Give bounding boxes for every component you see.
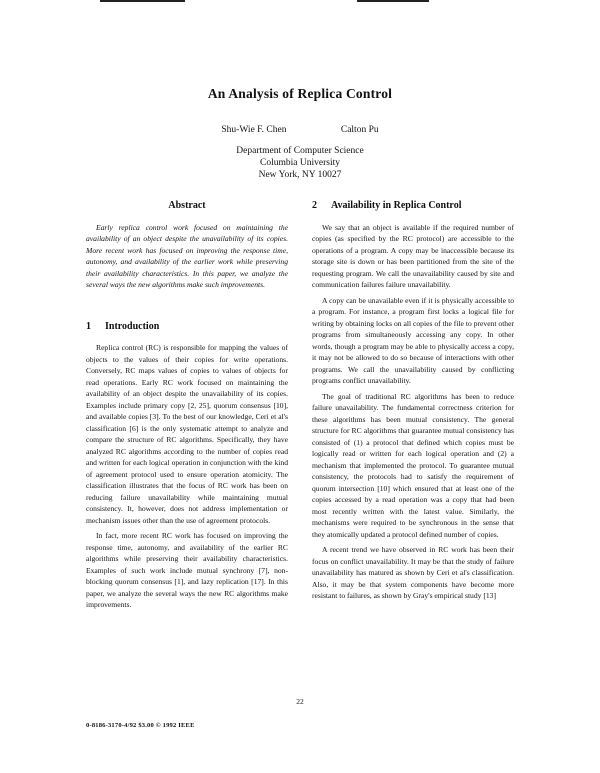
body-paragraph: The goal of traditional RC algorithms has been to reduce failure unavailability. The fundamental correctness criterion for these algorithms has been mutual consistency. The general structure for RC algorithms that guarantee mutual consistency has consisted of (1) a protocol that defined which copies must be logically read or written for each logical operation and (2) a mechanism that implemented the protocol. To guarantee mutual consistency, the protocols had to satisfy the requirement of quorum intersection [10] which ensured that at least one of the copies accessed by a read operation was a copy that had been most recently written with the latest value. Similarly, the mechanisms were required to be synchronous in the sense that they atomically updated a protocol defined number of copies. [312, 391, 514, 539]
section-heading-availability [312, 200, 514, 212]
body-paragraph: In fact, more recent RC work has focused on improving the response time, autonomy, and availability of the earlier RC algorithms while preserving their availability characteristics. Examples of such work include mutual synchrony [7], non-blocking quorum consensus [1], and lazy replication [17]. In this paper, we analyze the several ways the new RC algorithms make improvements. [86, 531, 288, 609]
section-number: 1 [86, 320, 91, 332]
affiliation-location: New York, NY 10027 [258, 170, 342, 180]
body-paragraph: We say that an object is available if the required number of copies (as specified by the RC protocol) are accessible to the operations of a program. A copy may be inaccessible because its storage site is down or has been partitioned from the site of the requesting program. We call the unavailability caused by site and communication failures failure unavailability. [312, 222, 514, 289]
affiliation [0, 145, 600, 181]
page-number: 22 [296, 697, 304, 706]
paper-title: An Analysis of Replica Control [207, 86, 393, 101]
section-heading-introduction [86, 321, 288, 333]
body-paragraph: Replica control (RC) is responsible for mapping the values of objects to the values of their copies for write operations. Conversely, RC maps values of copies to values of objects for read operations. Early RC work focused on maintaining the availability of an object despite the unavailability of its copies. Examples include primary copy [2, 25], quorum consensus [10], and available copies [3]. To the best of our knowledge, Ceri et al's classification [6] is the only systematic attempt to analyze and compare the structure of RC algorithms. Specifically, they have analyzed RC algorithms according to the number of copies read and written for each logical operation in conjunction with the kind of agreement protocol used to ensure operation atomicity. The classification illustrates that the focus of RC work has been on reducing failure unavailability while maintaining mutual consistency. It, however, does not address implementation or mechanism issues other than the use of agreement protocols. [86, 343, 288, 525]
section-title: Introduction [105, 320, 160, 332]
body-paragraph: A copy can be unavailable even if it is physically accessible to a program. For instance, a program first locks a logical file for writing by obtaining locks on all copies of the file to prevent other programs from simultaneously accessing any copy. In other words, though a program may be able to physically access a copy, it may not be allowed to do so because of interactions with other programs. We call the unavailability caused by conflicting programs conflict unavailability. [312, 295, 514, 385]
left-column [86, 200, 288, 615]
right-column [312, 200, 514, 606]
abstract-text: Early replica control work focused on maintaining the availability of an object despite the unavailability of its copies. More recent work has focused on improving the response time, autonomy, and availability of the earlier work while preserving their availability characteristics. In this paper, we analyze the several ways the new algorithms make such improvements. [86, 222, 288, 289]
section-title: Availability in Replica Control [331, 200, 462, 211]
top-rule-left [100, 0, 185, 2]
author-name: Calton Pu [340, 125, 379, 135]
author-name: Shu-Wie F. Chen [221, 125, 287, 135]
body-paragraph: A recent trend we have observed in RC work has been their focus on conflict unavailability. It may be that the study of failure unavailability has matured as shown by Ceri et al's classification. Also, it may be that system components have become more resistant to failures, as shown by Gray's empirical study [13] [312, 545, 514, 600]
affiliation-university: Columbia University [260, 158, 340, 168]
section-number: 2 [312, 200, 317, 211]
abstract-heading: Abstract [168, 200, 206, 211]
affiliation-department: Department of Computer Science [236, 146, 364, 156]
author-list [0, 125, 600, 135]
top-rule-right [357, 0, 429, 2]
copyright-line: 0-8186-3170-4/92 $3.00 © 1992 IEEE [86, 722, 195, 729]
